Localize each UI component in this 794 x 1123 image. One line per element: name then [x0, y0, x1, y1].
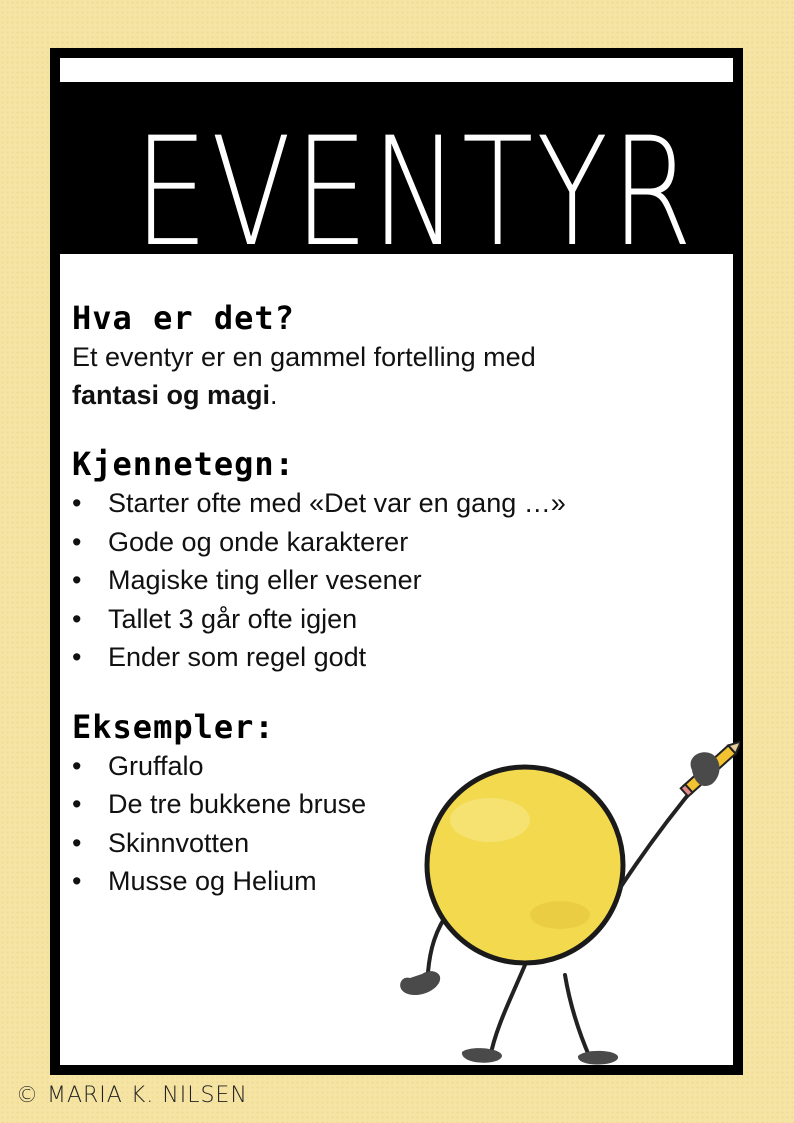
section-heading-what: Hva er det?	[72, 299, 295, 337]
bullet-icon: •	[72, 603, 82, 634]
section-traits	[72, 445, 672, 677]
bullet-icon: •	[72, 642, 82, 672]
poster-title: EVENTYR	[134, 106, 696, 280]
list-item	[72, 561, 672, 600]
list-item-text: Tallet 3 går ofte igjen	[108, 603, 358, 634]
bullet-icon: •	[72, 526, 82, 557]
definition-text	[72, 338, 672, 414]
list-item	[72, 523, 672, 562]
bullet-icon: •	[72, 789, 82, 819]
list-item-text: De tre bukkene bruse	[108, 789, 367, 819]
bullet-icon: •	[72, 565, 82, 595]
section-what	[72, 299, 672, 414]
list-item	[72, 638, 672, 677]
yellow-ball-character-with-pencil-icon	[390, 740, 740, 1070]
definition-text-start: Et eventyr er en gammel fortelling med	[72, 342, 536, 372]
title-band	[60, 82, 733, 280]
list-item-text: Magiske ting eller vesener	[108, 565, 422, 595]
list-item-text: Ender som regel godt	[108, 642, 367, 672]
list-item-text: Skinnvotten	[108, 827, 250, 858]
list-item	[72, 484, 672, 523]
list-item-text: Gruffalo	[108, 750, 204, 781]
bullet-icon: •	[72, 488, 82, 518]
definition-text-end: .	[270, 380, 278, 410]
section-heading-traits: Kjennetegn:	[72, 445, 295, 483]
list-item-text: Gode og onde karakterer	[108, 526, 409, 557]
list-item-text: Musse og Helium	[108, 866, 317, 896]
traits-list	[72, 484, 672, 677]
list-item	[72, 600, 672, 639]
bullet-icon: •	[72, 827, 82, 858]
copyright-text: © MARIA K. NILSEN	[16, 1083, 248, 1108]
list-item-text: Starter ofte med «Det var en gang …»	[108, 488, 566, 518]
definition-text-bold: fantasi og magi	[72, 380, 271, 410]
bullet-icon: •	[72, 750, 82, 781]
section-heading-examples: Eksempler:	[72, 707, 275, 746]
bullet-icon: •	[72, 866, 82, 896]
